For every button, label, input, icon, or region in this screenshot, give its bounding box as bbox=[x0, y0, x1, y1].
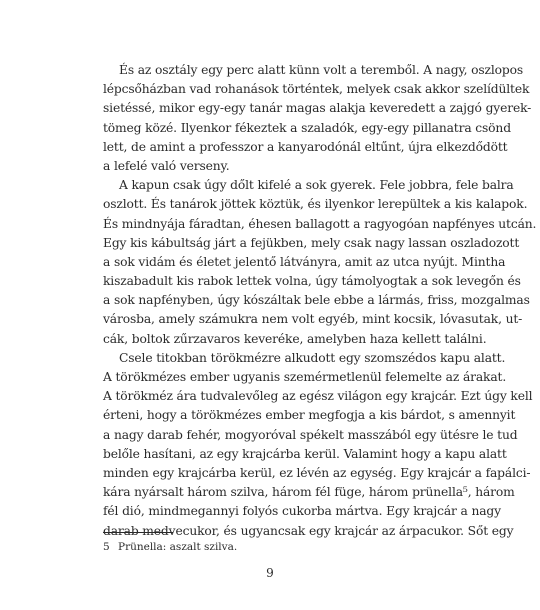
text-line: cák, boltok zűrzavaros keveréke, amelyben haza kellett találni. bbox=[103, 331, 487, 346]
text-line: darab medvecukor, és ugyancsak egy krajcár az árpacukor. Sőt egy bbox=[103, 523, 514, 538]
text-line: a lefelé való verseny. bbox=[103, 158, 230, 173]
text-line: a sok napfényben, úgy kószáltak bele ebbe a lármás, friss, mozgalmas bbox=[103, 293, 530, 308]
page-number: 9 bbox=[266, 566, 274, 580]
text-line: Csele titokban törökmézre alkudott egy szomszédos kapu alatt. bbox=[119, 350, 506, 365]
text-line: érteni, hogy a törökmézes ember megfogja a kis bárdot, s amennyit bbox=[103, 408, 516, 423]
footnote-text: Prünella: aszalt szilva. bbox=[118, 541, 238, 553]
text-line: Egy kis kábultság járt a fejükben, mely csak nagy lassan oszladozott bbox=[103, 235, 520, 250]
text-line: oszlott. És tanárok jöttek köztük, és ilyenkor lerepültek a kis kalapok. bbox=[103, 197, 528, 212]
paragraph bbox=[103, 176, 537, 349]
text-line: sietéssé, mikor egy-egy tanár magas alakja keveredett a zajgó gyerek- bbox=[103, 101, 532, 116]
text-line: a sok vidám és életet jelentő látványra, amit az utca nyújt. Mintha bbox=[103, 254, 506, 269]
text-line: És mindnyája fáradtan, éhesen ballagott a ragyogóan napfényes utcán. bbox=[103, 216, 537, 231]
body-text bbox=[103, 61, 537, 541]
text-line: lépcsőházban vad rohanások történtek, melyek csak akkor szelídültek bbox=[103, 82, 530, 97]
text-line: És az osztály egy perc alatt künn volt a teremből. A nagy, oszlopos bbox=[119, 63, 524, 77]
text-line: városba, amely számukra nem volt egyéb, mint kocsik, lóvasutak, ut- bbox=[103, 312, 523, 327]
footnote-divider bbox=[103, 532, 173, 533]
text-line: a nagy darab fehér, mogyoróval spékelt masszából egy ütésre le tud bbox=[103, 427, 518, 442]
paragraph bbox=[103, 349, 533, 541]
text-line: A törökméz ára tudvalevőleg az egész világon egy krajcár. Ezt úgy kell bbox=[103, 389, 533, 404]
text-line: kára nyársalt három szilva, három fél füge, három prünella⁵, három bbox=[103, 485, 515, 500]
text-line: lett, de amint a professzor a kanyarodónál eltűnt, újra elkezdődött bbox=[103, 139, 508, 154]
text-line: kiszabadult kis rabok lettek volna, úgy támolyogtak a sok levegőn és bbox=[103, 274, 521, 289]
text-line: A kapun csak úgy dőlt kifelé a sok gyerek. Fele jobbra, fele balra bbox=[119, 178, 514, 193]
text-line: belőle hasítani, az egy krajcárba kerül. Valamint hogy a kapu alatt bbox=[103, 446, 507, 461]
text-line: minden egy krajcárba kerül, ez lévén az egység. Egy krajcár a fapálci- bbox=[103, 465, 531, 480]
text-line: fél dió, mindmegannyi folyós cukorba mártva. Egy krajcár a nagy bbox=[103, 504, 501, 519]
text-line: A törökmézes ember ugyanis szemérmetlenül felemelte az árakat. bbox=[103, 370, 507, 384]
footnote bbox=[103, 540, 237, 554]
paragraph bbox=[103, 61, 532, 176]
footnote-number: 5 bbox=[103, 541, 110, 553]
text-line: tömeg közé. Ilyenkor fékeztek a szaladók, egy-egy pillanatra csönd bbox=[103, 120, 511, 135]
